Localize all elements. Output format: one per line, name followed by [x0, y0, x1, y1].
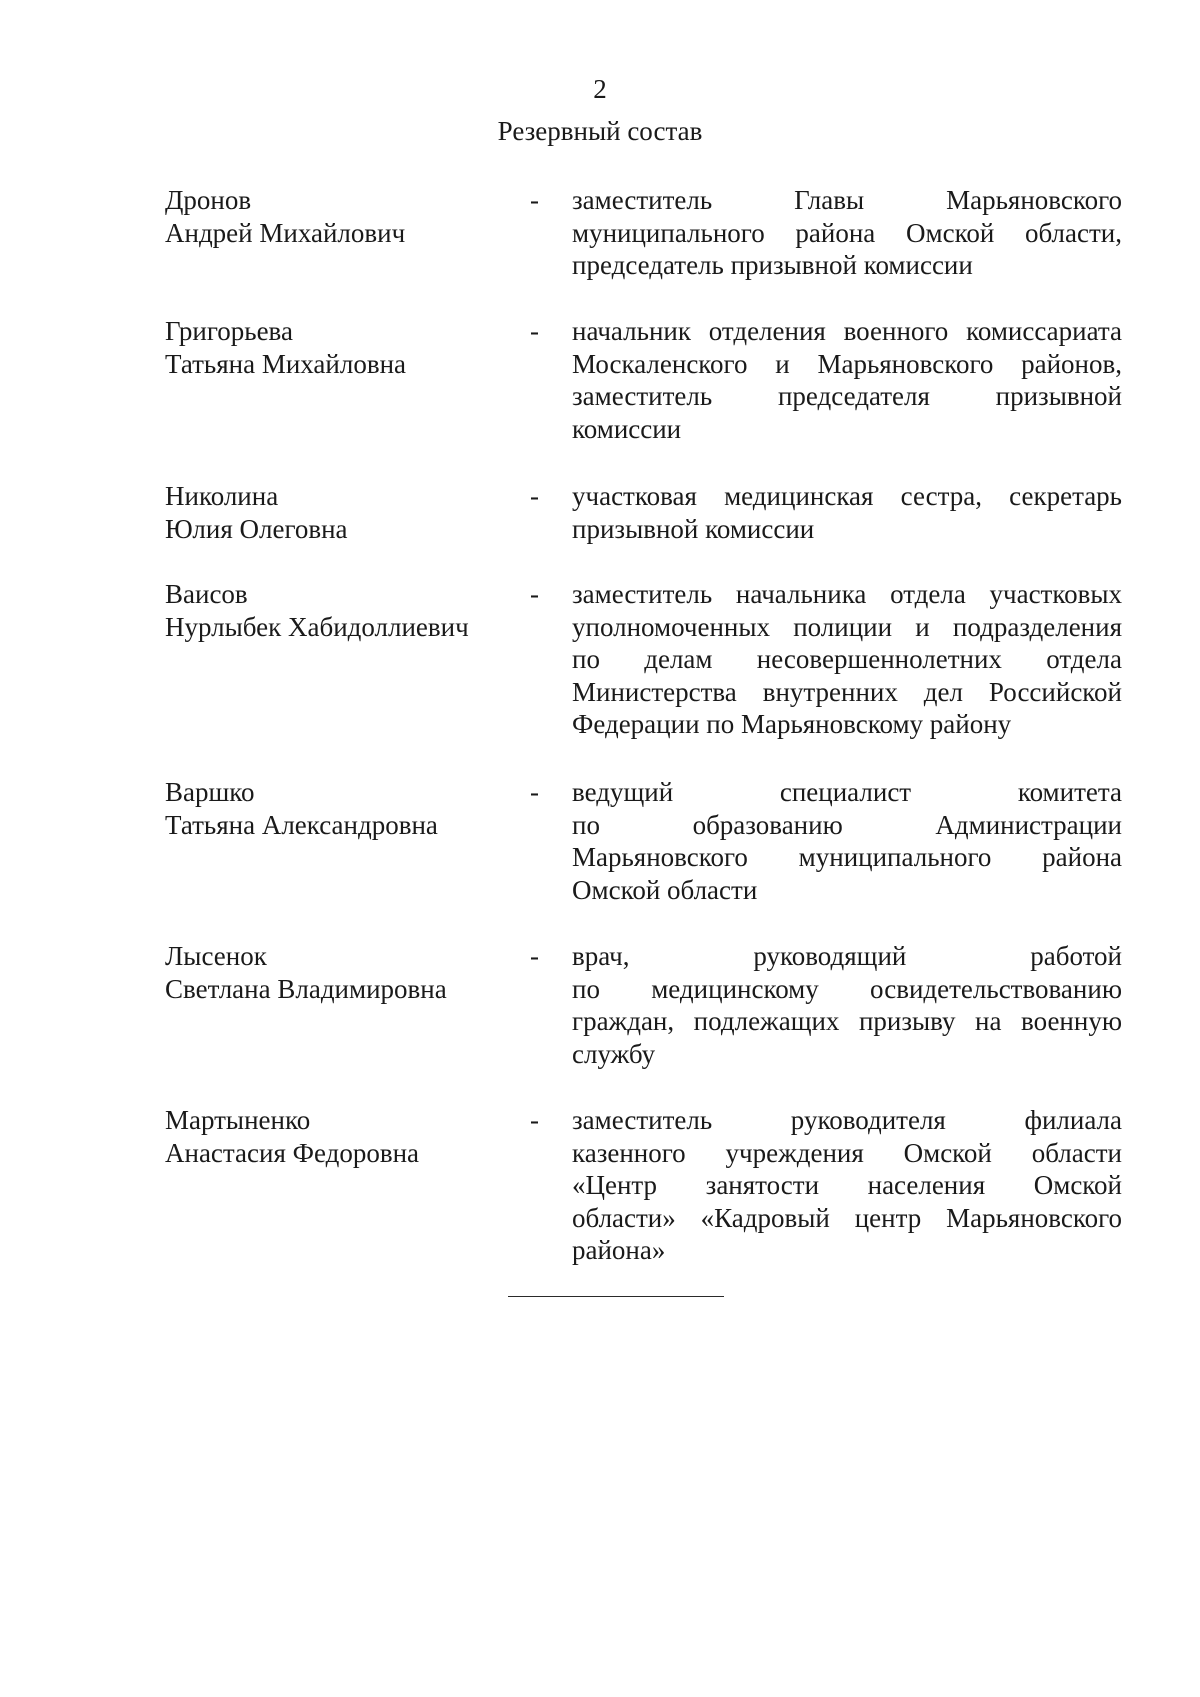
member-name: [165, 578, 495, 643]
member-name: [165, 315, 495, 380]
member-name: [165, 776, 495, 841]
member-role-line: области» «Кадровый центр Марьяновского: [572, 1202, 1122, 1233]
member-surname: Дронов: [165, 185, 252, 215]
member-separator: -: [530, 579, 539, 609]
member-role-line: уполномоченных полиции и подразделения: [572, 611, 1122, 642]
member-role-line: «Центр занятости населения Омской: [572, 1170, 1122, 1200]
member-role: [572, 315, 1122, 445]
member-role-line: Москаленского и Марьяновского районов,: [572, 348, 1122, 379]
member-separator: -: [530, 316, 539, 346]
member-role: [572, 776, 1122, 906]
member-role-line: председатель призывной комиссии: [572, 250, 973, 280]
member-role-line: по делам несовершеннолетних отдела: [572, 644, 1122, 674]
member-role-line: заместитель Главы Марьяновского: [572, 185, 1122, 215]
member-given-names: Татьяна Михайловна: [165, 348, 407, 379]
member-role-line: казенного учреждения Омской области: [572, 1137, 1122, 1168]
member-surname: Ваисов: [165, 579, 248, 609]
member-name: [165, 184, 495, 249]
member-separator: -: [530, 777, 539, 807]
member-given-names: Светлана Владимировна: [165, 973, 447, 1004]
member-given-names: Нурлыбек Хабидоллиевич: [165, 611, 469, 642]
member-role-line: врач, руководящий работой: [572, 941, 1122, 971]
member-given-names: Анастасия Федоровна: [165, 1137, 420, 1168]
member-separator: -: [530, 185, 539, 215]
page-number: 2: [593, 74, 607, 104]
member-name: [165, 480, 495, 545]
member-role-line: по медицинскому освидетельствованию: [572, 973, 1122, 1004]
member-role-line: Федерации по Марьяновскому району: [572, 709, 1012, 739]
member-surname: Варшко: [165, 777, 255, 807]
member-role-line: призывной комиссии: [572, 513, 815, 544]
member-role-line: муниципального района Омской области,: [572, 217, 1122, 248]
member-role-line: Омской области: [572, 874, 758, 905]
member-role-line: по образованию Администрации: [572, 809, 1122, 840]
member-role-line: Марьяновского муниципального района: [572, 842, 1122, 872]
member-role-line: ведущий специалист комитета: [572, 777, 1122, 807]
member-role-line: заместитель руководителя филиала: [572, 1105, 1122, 1135]
member-surname: Мартыненко: [165, 1105, 311, 1135]
member-name: [165, 940, 495, 1005]
member-role-line: заместитель начальника отдела участковых: [572, 579, 1122, 609]
member-name: [165, 1104, 495, 1169]
end-rule: [508, 1296, 724, 1297]
member-role-line: комиссии: [572, 413, 682, 444]
member-role-line: граждан, подлежащих призыву на военную: [572, 1006, 1122, 1036]
member-role-line: службу: [572, 1038, 656, 1069]
member-separator: -: [530, 941, 539, 971]
member-role-line: участковая медицинская сестра, секретарь: [572, 481, 1122, 511]
member-role: [572, 940, 1122, 1070]
member-role: [572, 184, 1122, 282]
member-separator: -: [530, 1105, 539, 1135]
member-role: [572, 480, 1122, 545]
member-given-names: Татьяна Александровна: [165, 809, 438, 840]
member-role: [572, 1104, 1122, 1267]
section-title: Резервный состав: [497, 116, 703, 146]
member-role-line: Министерства внутренних дел Российской: [572, 676, 1122, 707]
member-separator: -: [530, 481, 539, 511]
member-role-line: начальник отделения военного комиссариата: [572, 316, 1122, 346]
member-surname: Николина: [165, 481, 279, 511]
member-surname: Лысенок: [165, 941, 267, 971]
member-given-names: Юлия Олеговна: [165, 513, 348, 544]
member-role-line: заместитель председателя призывной: [572, 381, 1122, 411]
member-role: [572, 578, 1122, 741]
member-surname: Григорьева: [165, 316, 293, 346]
member-role-line: района»: [572, 1235, 666, 1265]
member-given-names: Андрей Михайлович: [165, 217, 406, 248]
